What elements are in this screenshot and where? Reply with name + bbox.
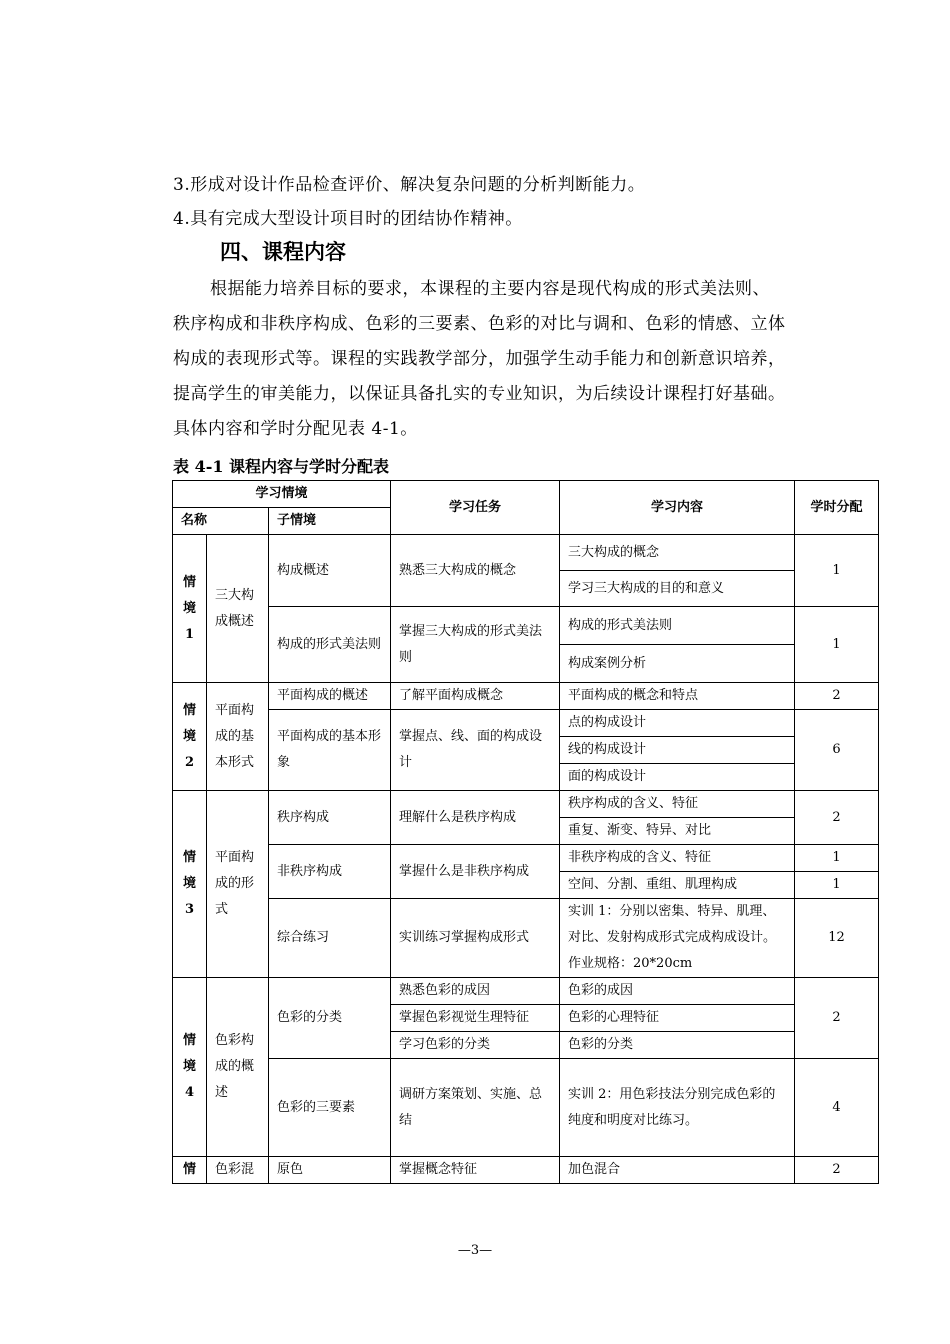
s4-task-1a: 熟悉色彩的成因 xyxy=(391,978,560,1005)
s1-content-1b: 学习三大构成的目的和意义 xyxy=(560,571,795,607)
situation-3-label: 情境3 xyxy=(173,791,207,978)
s3-hours-1: 2 xyxy=(795,791,879,845)
s3-content-1a: 秩序构成的含义、特征 xyxy=(560,791,795,818)
body-line-1: 根据能力培养目标的要求，本课程的主要内容是现代构成的形式美法则、 xyxy=(210,279,770,299)
s3-sub2: 非秩序构成 xyxy=(269,845,391,899)
s3-content-3b: 作业规格：20*20cm xyxy=(568,956,693,971)
s3-sub3: 综合练习 xyxy=(269,899,391,978)
s2-content-2c: 面的构成设计 xyxy=(560,764,795,791)
s2-content-1: 平面构成的概念和特点 xyxy=(560,683,795,710)
header-task: 学习任务 xyxy=(391,481,560,535)
s3-hours-2b: 1 xyxy=(795,872,879,899)
body-line-5: 具体内容和学时分配见表 4-1。 xyxy=(173,419,418,439)
s1-sub2: 构成的形式美法则 xyxy=(269,607,391,683)
body-line-2: 秩序构成和非秩序构成、色彩的三要素、色彩的对比与调和、色彩的情感、立体 xyxy=(173,314,786,334)
situation-1-label: 情境1 xyxy=(173,535,207,683)
s3-content-3 xyxy=(560,899,795,978)
s2-hours-2: 6 xyxy=(795,710,879,791)
s2-task1: 了解平面构成概念 xyxy=(391,683,560,710)
page-number: —3— xyxy=(457,1243,493,1258)
s3-content-2a: 非秩序构成的含义、特征 xyxy=(560,845,795,872)
s5-sub1: 原色 xyxy=(269,1157,391,1184)
s2-sub2: 平面构成的基本形象 xyxy=(269,710,391,791)
s4-sub2: 色彩的三要素 xyxy=(269,1059,391,1157)
situation-5-title: 色彩混 xyxy=(207,1157,269,1184)
s4-task-1c: 学习色彩的分类 xyxy=(391,1032,560,1059)
s1-hours-2: 1 xyxy=(795,607,879,683)
s3-hours-3: 12 xyxy=(795,899,879,978)
s5-hours-1: 2 xyxy=(795,1157,879,1184)
s4-task-1b: 掌握色彩视觉生理特征 xyxy=(391,1005,560,1032)
paragraph-3: 3.形成对设计作品检查评价、解决复杂问题的分析判断能力。 xyxy=(173,175,646,195)
header-sub: 子情境 xyxy=(269,508,391,535)
s1-task1: 熟悉三大构成的概念 xyxy=(391,535,560,607)
s5-task1: 掌握概念特征 xyxy=(391,1157,560,1184)
s4-content-2: 实训 2：用色彩技法分别完成色彩的纯度和明度对比练习。 xyxy=(560,1059,795,1157)
s2-hours-1: 2 xyxy=(795,683,879,710)
s2-sub1: 平面构成的概述 xyxy=(269,683,391,710)
s3-hours-2a: 1 xyxy=(795,845,879,872)
header-content: 学习内容 xyxy=(560,481,795,535)
s4-content-1c: 色彩的分类 xyxy=(560,1032,795,1059)
situation-2-title: 平面构成的基本形式 xyxy=(207,683,269,791)
s4-task2: 调研方案策划、实施、总结 xyxy=(391,1059,560,1157)
situation-2-label: 情境2 xyxy=(173,683,207,791)
s2-task2: 掌握点、线、面的构成设计 xyxy=(391,710,560,791)
header-hours: 学时分配 xyxy=(795,481,879,535)
s3-content-1b: 重复、渐变、特异、对比 xyxy=(560,818,795,845)
s3-task1: 理解什么是秩序构成 xyxy=(391,791,560,845)
s1-content-2a: 构成的形式美法则 xyxy=(560,607,795,645)
s3-task3: 实训练习掌握构成形式 xyxy=(391,899,560,978)
body-line-3: 构成的表现形式等。课程的实践教学部分，加强学生动手能力和创新意识培养， xyxy=(173,349,786,369)
s2-content-2a: 点的构成设计 xyxy=(560,710,795,737)
s4-content-1b: 色彩的心理特征 xyxy=(560,1005,795,1032)
s1-sub1: 构成概述 xyxy=(269,535,391,607)
s1-content-1a: 三大构成的概念 xyxy=(560,535,795,571)
s4-hours-1: 2 xyxy=(795,978,879,1059)
table-caption: 表 4-1 课程内容与学时分配表 xyxy=(173,457,390,476)
situation-4-title: 色彩构成的概述 xyxy=(207,978,269,1157)
paragraph-4: 4.具有完成大型设计项目时的团结协作精神。 xyxy=(173,209,523,229)
situation-4-label: 情境4 xyxy=(173,978,207,1157)
course-content-table xyxy=(172,480,879,1184)
s1-task2: 掌握三大构成的形式美法则 xyxy=(391,607,560,683)
s4-hours-2: 4 xyxy=(795,1059,879,1157)
header-name: 名称 xyxy=(173,508,269,535)
s3-content-2b: 空间、分割、重组、肌理构成 xyxy=(560,872,795,899)
situation-1-title: 三大构成概述 xyxy=(207,535,269,683)
s3-sub1: 秩序构成 xyxy=(269,791,391,845)
s3-content-3a: 实训 1：分别以密集、特异、肌理、对比、发射构成形式完成构成设计。 xyxy=(568,904,777,945)
s1-content-2b: 构成案例分析 xyxy=(560,645,795,683)
body-line-4: 提高学生的审美能力，以保证具备扎实的专业知识，为后续设计课程打好基础。 xyxy=(173,384,786,404)
s3-task2: 掌握什么是非秩序构成 xyxy=(391,845,560,899)
situation-3-title: 平面构成的形式 xyxy=(207,791,269,978)
situation-5-label: 情 xyxy=(173,1157,207,1184)
s4-content-1a: 色彩的成因 xyxy=(560,978,795,1005)
section-heading: 四、课程内容 xyxy=(220,240,346,264)
header-group: 学习情境 xyxy=(173,481,391,508)
s5-content-1: 加色混合 xyxy=(560,1157,795,1184)
s1-hours-1: 1 xyxy=(795,535,879,607)
s4-sub1: 色彩的分类 xyxy=(269,978,391,1059)
s2-content-2b: 线的构成设计 xyxy=(560,737,795,764)
